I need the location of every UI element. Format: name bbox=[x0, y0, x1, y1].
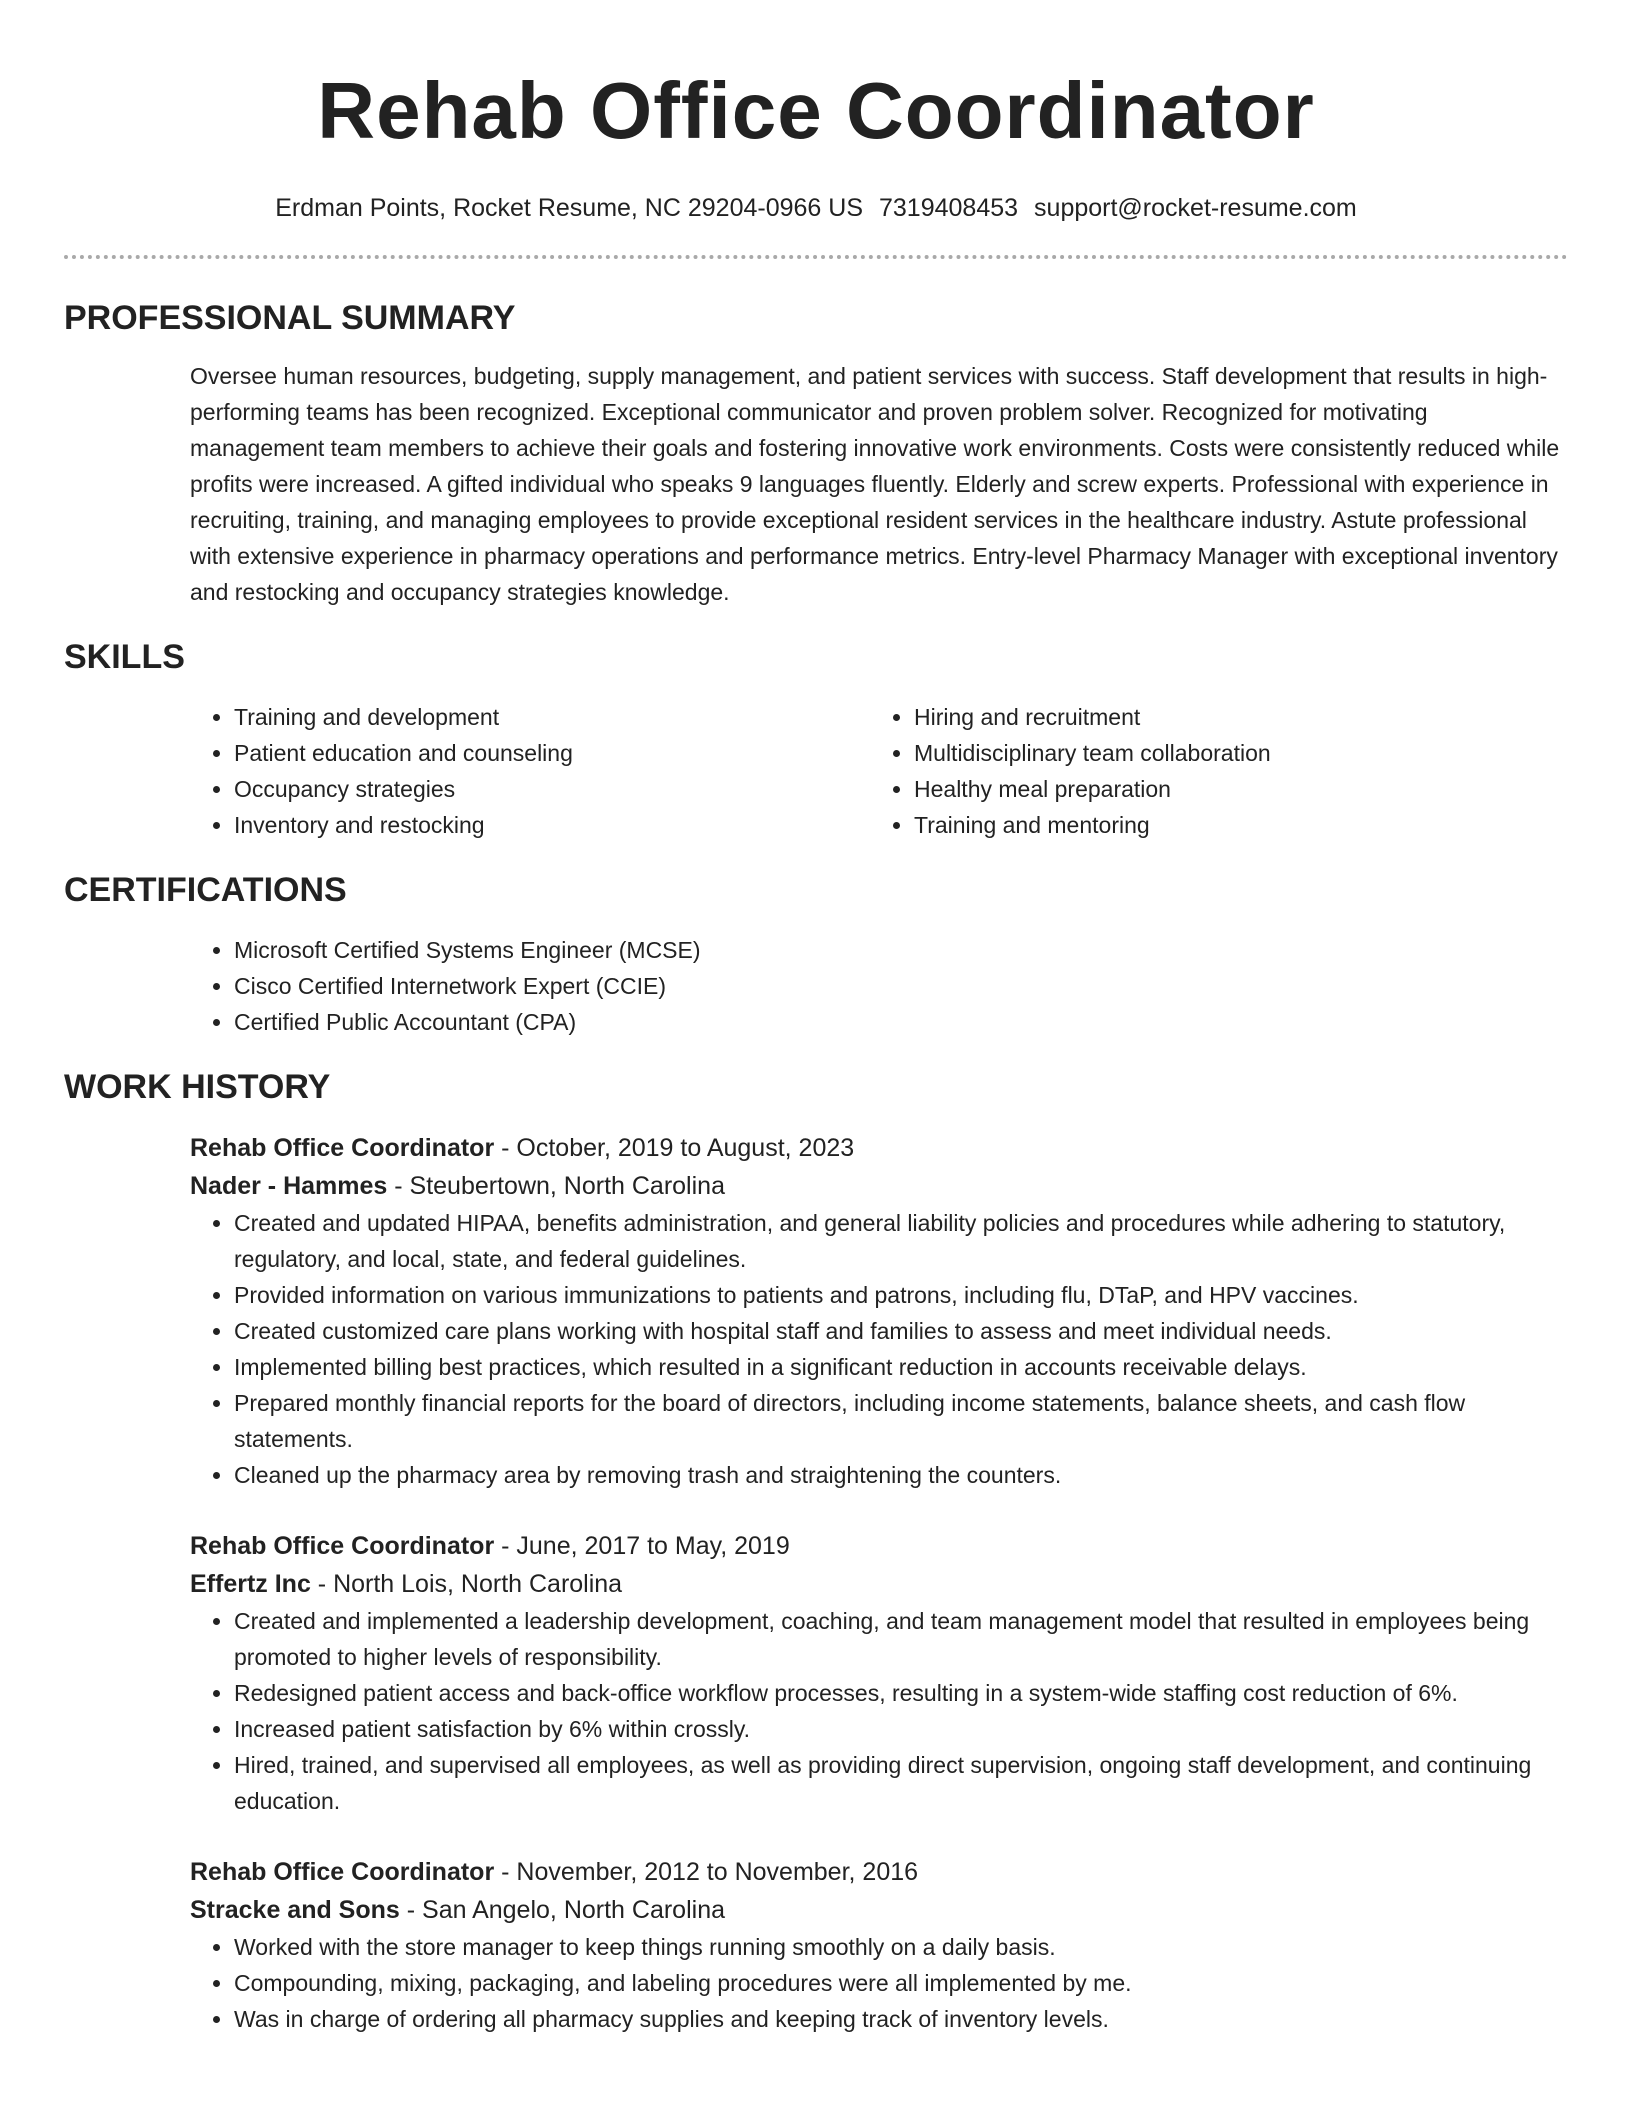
job-title-line bbox=[190, 1853, 1568, 1891]
skill-item: • Training and mentoring bbox=[914, 807, 1568, 843]
resume-name: Rehab Office Coordinator bbox=[317, 66, 1315, 155]
job-role: Rehab Office Coordinator bbox=[190, 1858, 495, 1886]
job-dates: - October, 2019 to August, 2023 bbox=[494, 1134, 855, 1162]
job-dates: - November, 2012 to November, 2016 bbox=[494, 1858, 919, 1886]
job-entry bbox=[64, 1527, 1568, 1819]
section-title-summary: PROFESSIONAL SUMMARY bbox=[64, 299, 516, 337]
job-bullet: • Prepared monthly financial reports for the board of directors, including income statements, balance sheets, and cash flow statements. bbox=[234, 1385, 1568, 1457]
skill-item: • Patient education and counseling bbox=[234, 735, 870, 771]
job-bullets bbox=[190, 1929, 1568, 2037]
job-company-line bbox=[190, 1891, 1568, 1929]
job-bullets bbox=[190, 1603, 1568, 1819]
certification-item: • Cisco Certified Internetwork Expert (CCIE) bbox=[234, 968, 1568, 1004]
certifications-list-wrap bbox=[64, 932, 1568, 1040]
skill-item: • Healthy meal preparation bbox=[914, 771, 1568, 807]
job-company-line bbox=[190, 1565, 1568, 1603]
job-bullet: • Implemented billing best practices, which resulted in a significant reduction in accounts receivable delays. bbox=[234, 1349, 1568, 1385]
job-title-line bbox=[190, 1527, 1568, 1565]
job-bullet: • Cleaned up the pharmacy area by removing trash and straightening the counters. bbox=[234, 1457, 1568, 1493]
job-bullets bbox=[190, 1205, 1568, 1493]
certifications-list bbox=[190, 932, 1568, 1040]
job-company: Stracke and Sons bbox=[190, 1896, 400, 1924]
certification-item: • Microsoft Certified Systems Engineer (MCSE) bbox=[234, 932, 1568, 968]
skills-list-right bbox=[870, 699, 1568, 843]
job-entry bbox=[64, 1129, 1568, 1493]
skills-grid bbox=[64, 699, 1568, 843]
contact-line bbox=[64, 194, 1568, 223]
job-bullet: • Created and updated HIPAA, benefits administration, and general liability policies and procedures while adhering to statutory, regulatory, and local, state, and federal guidelines. bbox=[234, 1205, 1568, 1277]
skills-list-left bbox=[190, 699, 870, 843]
job-role: Rehab Office Coordinator bbox=[190, 1134, 495, 1162]
job-company: Effertz Inc bbox=[190, 1570, 311, 1598]
section-work-history bbox=[64, 1068, 1568, 2037]
summary-text: Oversee human resources, budgeting, supply management, and patient services with success. Staff development that results in high-performing teams has been recognized. Exceptional communicator and proven problem solver. Recognized for motivating management team members to achieve their goals and fostering innovative work environments. Costs were consistently reduced while profits were increased. A gifted individual who speaks 9 languages fluently. Elderly and screw experts. Professional with experience in recruiting, training, and managing employees to provide exceptional resident services in the healthcare industry. Astute professional with extensive experience in pharmacy operations and performance metrics. Entry-level Pharmacy Manager with exceptional inventory and restocking and occupancy strategies knowledge. bbox=[190, 363, 1560, 605]
job-location: - Steubertown, North Carolina bbox=[387, 1172, 725, 1200]
job-entry bbox=[64, 1853, 1568, 2037]
contact-email[interactable]: support@rocket-resume.com bbox=[1034, 194, 1357, 222]
contact-phone[interactable]: 7319408453 bbox=[879, 194, 1019, 222]
job-bullet: • Provided information on various immunizations to patients and patrons, including flu, DTaP, and HPV vaccines. bbox=[234, 1277, 1568, 1313]
job-bullet: • Compounding, mixing, packaging, and labeling procedures were all implemented by me. bbox=[234, 1965, 1568, 2001]
skill-item: • Hiring and recruitment bbox=[914, 699, 1568, 735]
job-bullet: • Increased patient satisfaction by 6% within crossly. bbox=[234, 1711, 1568, 1747]
job-title-line bbox=[190, 1129, 1568, 1167]
job-bullet: • Was in charge of ordering all pharmacy supplies and keeping track of inventory levels. bbox=[234, 2001, 1568, 2037]
job-bullet: • Created customized care plans working with hospital staff and families to assess and meet individual needs. bbox=[234, 1313, 1568, 1349]
contact-address: Erdman Points, Rocket Resume, NC 29204-0966 US bbox=[275, 194, 863, 222]
job-bullet: • Hired, trained, and supervised all employees, as well as providing direct supervision, ongoing staff development, and continuing education. bbox=[234, 1747, 1568, 1819]
certification-item: • Certified Public Accountant (CPA) bbox=[234, 1004, 1568, 1040]
job-role: Rehab Office Coordinator bbox=[190, 1532, 495, 1560]
job-bullet: • Redesigned patient access and back-office workflow processes, resulting in a system-wide staffing cost reduction of 6%. bbox=[234, 1675, 1568, 1711]
job-company: Nader - Hammes bbox=[190, 1172, 388, 1200]
job-bullet: • Worked with the store manager to keep things running smoothly on a daily basis. bbox=[234, 1929, 1568, 1965]
skill-item: • Occupancy strategies bbox=[234, 771, 870, 807]
section-title-work-history: WORK HISTORY bbox=[64, 1068, 331, 1106]
job-location: - North Lois, North Carolina bbox=[310, 1570, 623, 1598]
job-company-line bbox=[190, 1167, 1568, 1205]
job-location: - San Angelo, North Carolina bbox=[399, 1896, 725, 1924]
header-divider bbox=[64, 255, 1568, 259]
section-skills bbox=[64, 638, 1568, 843]
job-dates: - June, 2017 to May, 2019 bbox=[494, 1532, 790, 1560]
skill-item: • Inventory and restocking bbox=[234, 807, 870, 843]
section-summary bbox=[64, 299, 1568, 610]
job-bullet: • Created and implemented a leadership development, coaching, and team management model that resulted in employees being promoted to higher levels of responsibility. bbox=[234, 1603, 1568, 1675]
skill-item: • Multidisciplinary team collaboration bbox=[914, 735, 1568, 771]
section-title-certifications: CERTIFICATIONS bbox=[64, 871, 347, 909]
section-certifications bbox=[64, 871, 1568, 1040]
skill-item: • Training and development bbox=[234, 699, 870, 735]
section-title-skills: SKILLS bbox=[64, 638, 185, 676]
